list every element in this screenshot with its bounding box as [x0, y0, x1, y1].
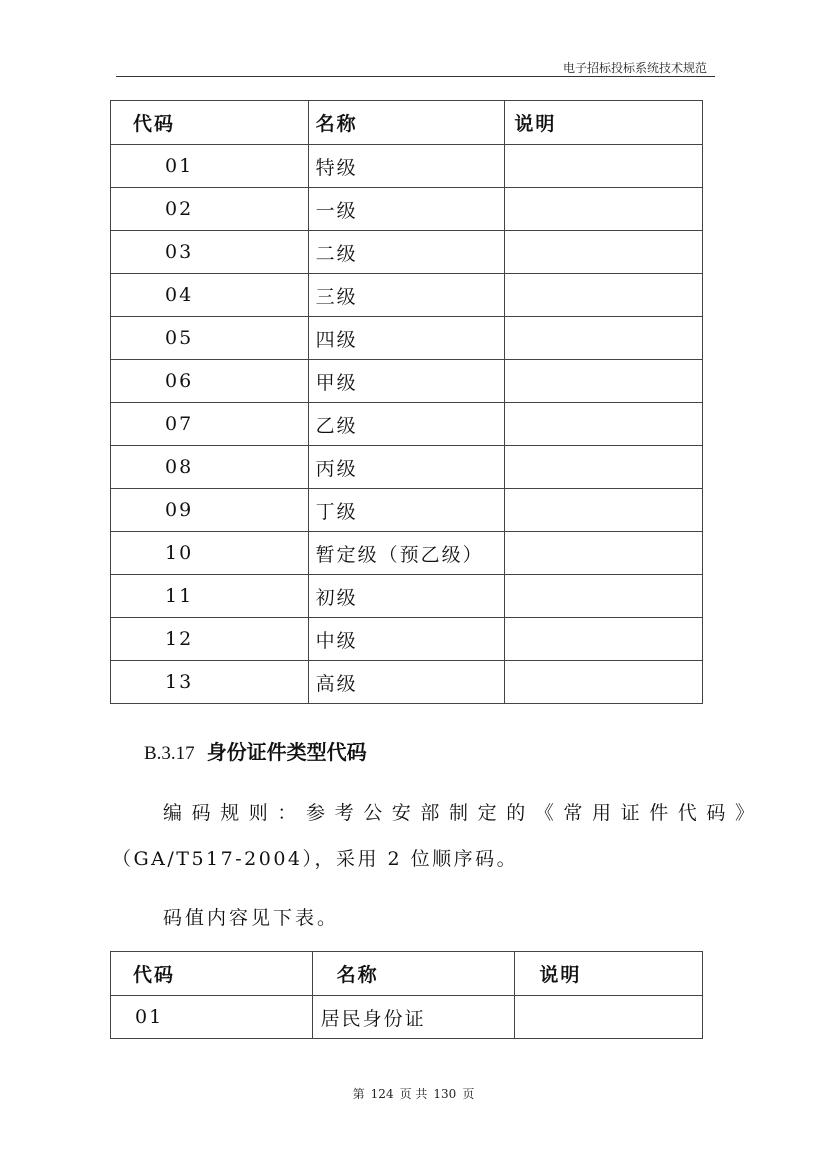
code-cell: 05	[111, 317, 309, 360]
code-cell: 13	[111, 661, 309, 704]
column-header-code: 代码	[111, 101, 309, 145]
current-page-number: 124	[370, 1087, 394, 1101]
table-row	[111, 489, 703, 532]
table-header-row	[111, 952, 703, 996]
name-cell: 暂定级（预乙级）	[308, 532, 505, 575]
column-header-name: 名称	[308, 101, 505, 145]
table-row	[111, 231, 703, 274]
code-cell: 07	[111, 403, 309, 446]
table-row	[111, 575, 703, 618]
name-cell: 高级	[308, 661, 505, 704]
code-cell: 06	[111, 360, 309, 403]
code-cell: 12	[111, 618, 309, 661]
code-cell: 02	[111, 188, 309, 231]
content-note: 码值内容见下表。	[163, 907, 340, 929]
name-cell: 特级	[308, 145, 505, 188]
code-cell: 08	[111, 446, 309, 489]
code-cell: 09	[111, 489, 309, 532]
column-header-name: 名称	[312, 952, 515, 996]
table-row	[111, 274, 703, 317]
table-row	[111, 532, 703, 575]
description-cell	[505, 403, 703, 446]
code-cell: 01	[111, 996, 313, 1039]
table-row	[111, 618, 703, 661]
description-cell	[505, 532, 703, 575]
name-cell: 一级	[308, 188, 505, 231]
footer-mid: 页 共	[399, 1087, 428, 1101]
column-header-code: 代码	[111, 952, 313, 996]
table-row	[111, 188, 703, 231]
page-footer	[0, 1085, 827, 1102]
footer-prefix: 第	[352, 1087, 365, 1101]
name-cell: 四级	[308, 317, 505, 360]
table-row	[111, 403, 703, 446]
description-cell	[515, 996, 703, 1039]
code-cell: 11	[111, 575, 309, 618]
column-header-description: 说明	[515, 952, 703, 996]
table-row	[111, 145, 703, 188]
table-header-row	[111, 101, 703, 145]
name-cell: 甲级	[308, 360, 505, 403]
description-cell	[505, 360, 703, 403]
total-page-count: 130	[433, 1087, 457, 1101]
name-cell: 三级	[308, 274, 505, 317]
code-cell: 10	[111, 532, 309, 575]
name-cell: 中级	[308, 618, 505, 661]
name-cell: 乙级	[308, 403, 505, 446]
encoding-rule-line-1: 编码规则：参考公安部制定的《常用证件代码》	[163, 802, 764, 824]
description-cell	[505, 618, 703, 661]
column-header-description: 说明	[505, 101, 703, 145]
description-cell	[505, 446, 703, 489]
name-cell: 二级	[308, 231, 505, 274]
code-cell: 01	[111, 145, 309, 188]
description-cell	[505, 575, 703, 618]
section-title: 身份证件类型代码	[206, 740, 367, 764]
description-cell	[505, 188, 703, 231]
table-row	[111, 446, 703, 489]
section-heading	[144, 736, 367, 765]
name-cell: 居民身份证	[312, 996, 515, 1039]
name-cell: 丙级	[308, 446, 505, 489]
encoding-rule-line-2: （GA/T517-2004），采用 2 位顺序码。	[112, 848, 519, 870]
description-cell	[505, 489, 703, 532]
section-number: B.3.17	[144, 743, 195, 764]
description-cell	[505, 231, 703, 274]
description-cell	[505, 274, 703, 317]
description-cell	[505, 661, 703, 704]
table-row	[111, 360, 703, 403]
running-header-title: 电子招标投标系统技术规范	[562, 61, 707, 75]
name-cell: 丁级	[308, 489, 505, 532]
name-cell: 初级	[308, 575, 505, 618]
table-row	[111, 317, 703, 360]
code-cell: 03	[111, 231, 309, 274]
table-row	[111, 661, 703, 704]
description-cell	[505, 317, 703, 360]
id-document-type-table	[110, 951, 703, 1039]
code-cell: 04	[111, 274, 309, 317]
header-divider	[116, 76, 715, 77]
footer-suffix: 页	[462, 1087, 475, 1101]
table-row	[111, 996, 703, 1039]
level-code-table	[110, 100, 703, 704]
description-cell	[505, 145, 703, 188]
